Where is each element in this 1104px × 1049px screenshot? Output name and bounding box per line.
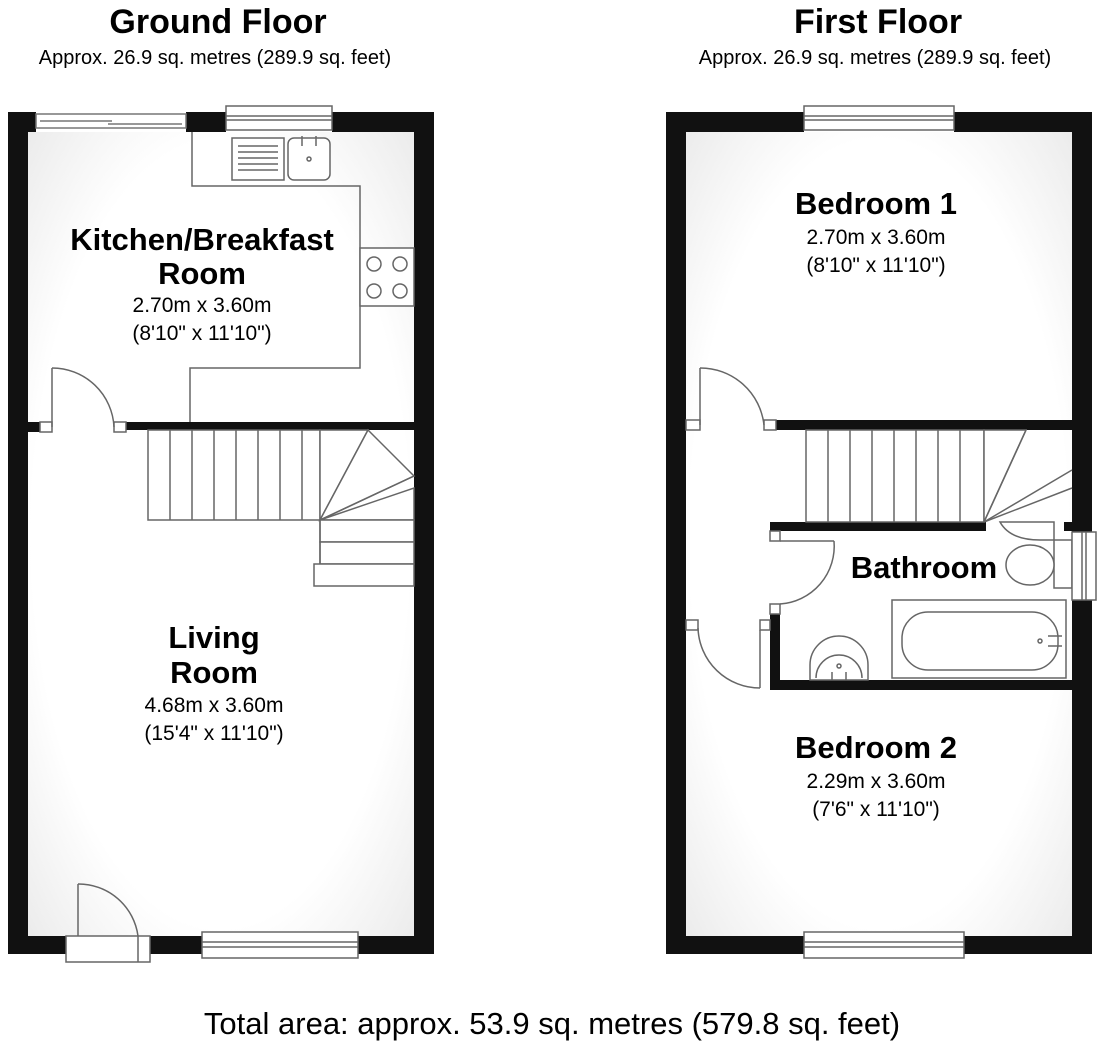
living-name-line1: Living — [168, 620, 260, 655]
patio-door — [36, 114, 186, 128]
bedroom1-imperial: (8'10" x 11'10") — [806, 254, 946, 277]
kitchen-name-line2: Room — [158, 256, 246, 291]
bedroom2-window — [804, 932, 964, 958]
bedroom2-metric: 2.29m x 3.60m — [806, 770, 946, 793]
ground-floor-title: Ground Floor — [109, 3, 327, 41]
kitchen-metric: 2.70m x 3.60m — [132, 294, 272, 317]
bathroom-window — [1072, 532, 1096, 600]
kitchen-imperial: (8'10" x 11'10") — [132, 322, 272, 345]
bedroom1-name: Bedroom 1 — [795, 186, 957, 221]
living-imperial: (15'4" x 11'10") — [144, 722, 284, 745]
kitchen-window — [226, 106, 332, 130]
bedroom2-imperial: (7'6" x 11'10") — [812, 798, 940, 821]
living-name-line2: Room — [170, 655, 258, 690]
bedroom2-name: Bedroom 2 — [795, 730, 957, 765]
bedroom1-window — [804, 106, 954, 130]
total-area: Total area: approx. 53.9 sq. metres (579.8 sq. feet) — [203, 1006, 901, 1041]
bedroom1-metric: 2.70m x 3.60m — [806, 226, 946, 249]
bathroom-name: Bathroom — [850, 550, 998, 585]
first-floor-area: Approx. 26.9 sq. metres (289.9 sq. feet) — [698, 47, 1052, 69]
kitchen-name-line1: Kitchen/Breakfast — [70, 222, 334, 257]
first-floor-title: First Floor — [793, 3, 963, 41]
ground-floor-area: Approx. 26.9 sq. metres (289.9 sq. feet) — [38, 47, 392, 69]
living-metric: 4.68m x 3.60m — [144, 694, 284, 717]
living-window — [202, 932, 358, 958]
